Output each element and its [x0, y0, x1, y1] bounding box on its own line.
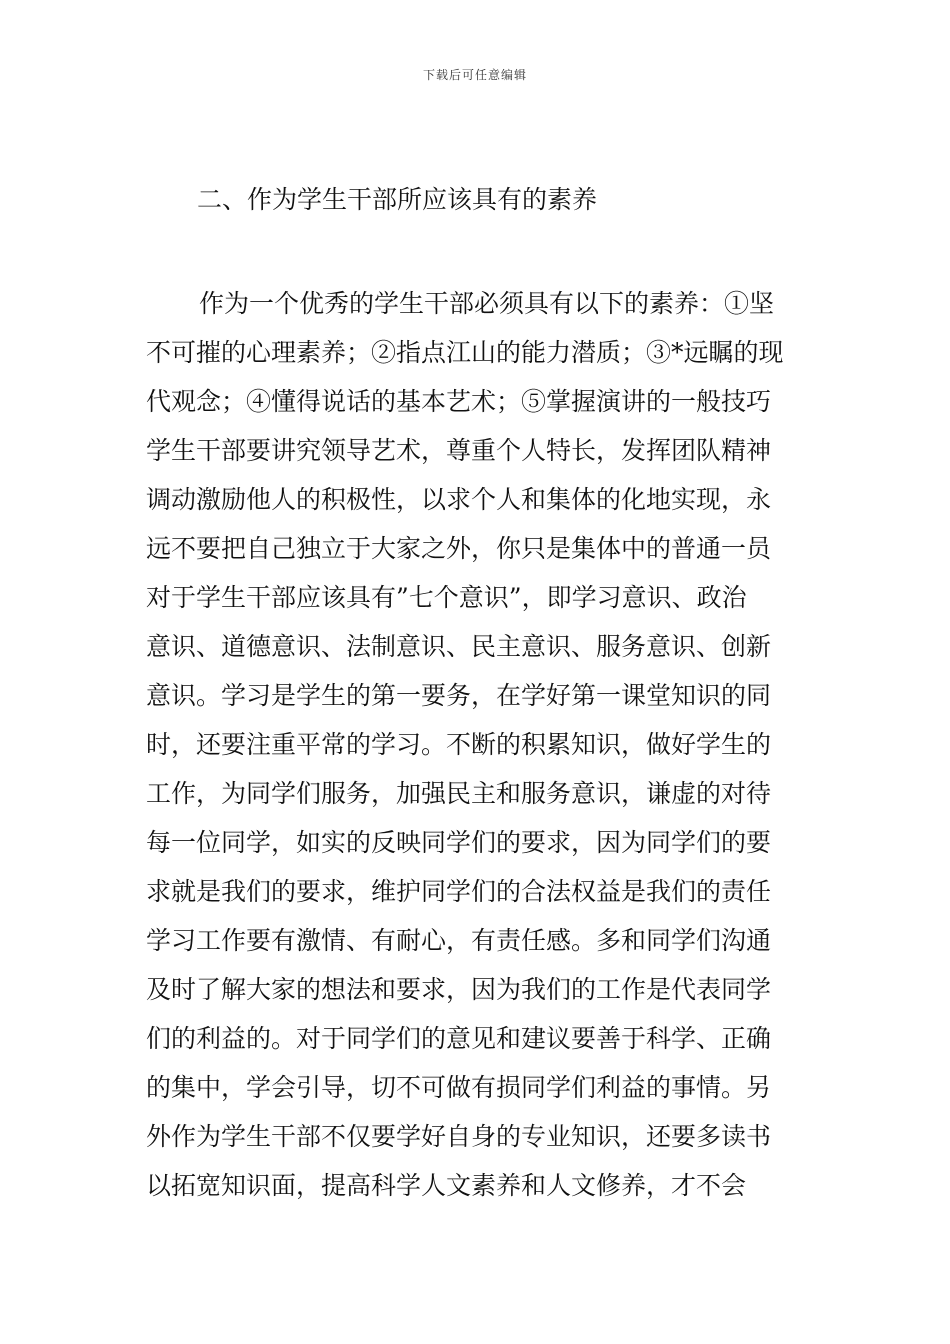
body-line: 的集中，学会引导，切不可做有损同学们利益的事情。另: [146, 1073, 772, 1102]
body-line: 对于学生干部应该具有”七个意识”，即学习意识、政治: [146, 583, 747, 612]
body-line: 学生干部要讲究领导艺术，尊重个人特长，发挥团队精神: [146, 436, 772, 465]
body-line: 们的利益的。对于同学们的意见和建议要善于科学、正确: [146, 1024, 772, 1053]
body-line: 工作，为同学们服务，加强民主和服务意识，谦虚的对待: [146, 779, 772, 808]
body-line: 求就是我们的要求，维护同学们的合法权益是我们的责任: [146, 877, 772, 906]
body-line: 意识。学习是学生的第一要务，在学好第一课堂知识的同: [146, 681, 772, 710]
body-line: 代观念；④懂得说话的基本艺术；⑤掌握演讲的一般技巧: [146, 387, 772, 416]
body-line: 学习工作要有激情、有耐心，有责任感。多和同学们沟通: [146, 926, 772, 955]
body-line: 时，还要注重平常的学习。不断的积累知识，做好学生的: [146, 730, 772, 759]
body-line: 及时了解大家的想法和要求，因为我们的工作是代表同学: [146, 975, 772, 1004]
body-line: 不可摧的心理素养；②指点江山的能力潜质；③*远瞩的现: [146, 338, 784, 367]
body-line: 意识、道德意识、法制意识、民主意识、服务意识、创新: [146, 632, 772, 661]
body-line: 调动激励他人的积极性，以求个人和集体的化地实现，永: [146, 485, 772, 514]
body-line: 作为一个优秀的学生干部必须具有以下的素养：①坚: [199, 289, 775, 318]
section-heading: 二、作为学生干部所应该具有的素养: [197, 185, 598, 214]
body-line: 远不要把自己独立于大家之外，你只是集体中的普通一员: [146, 534, 772, 563]
page-header-note: 下载后可任意编辑: [422, 68, 527, 82]
body-line: 每一位同学，如实的反映同学们的要求，因为同学们的要: [146, 828, 772, 857]
body-text: [146, 279, 816, 1210]
body-line: 以拓宽知识面，提高科学人文素养和人文修养，才不会: [146, 1171, 747, 1200]
body-line: 外作为学生干部不仅要学好自身的专业知识，还要多读书: [146, 1122, 772, 1151]
